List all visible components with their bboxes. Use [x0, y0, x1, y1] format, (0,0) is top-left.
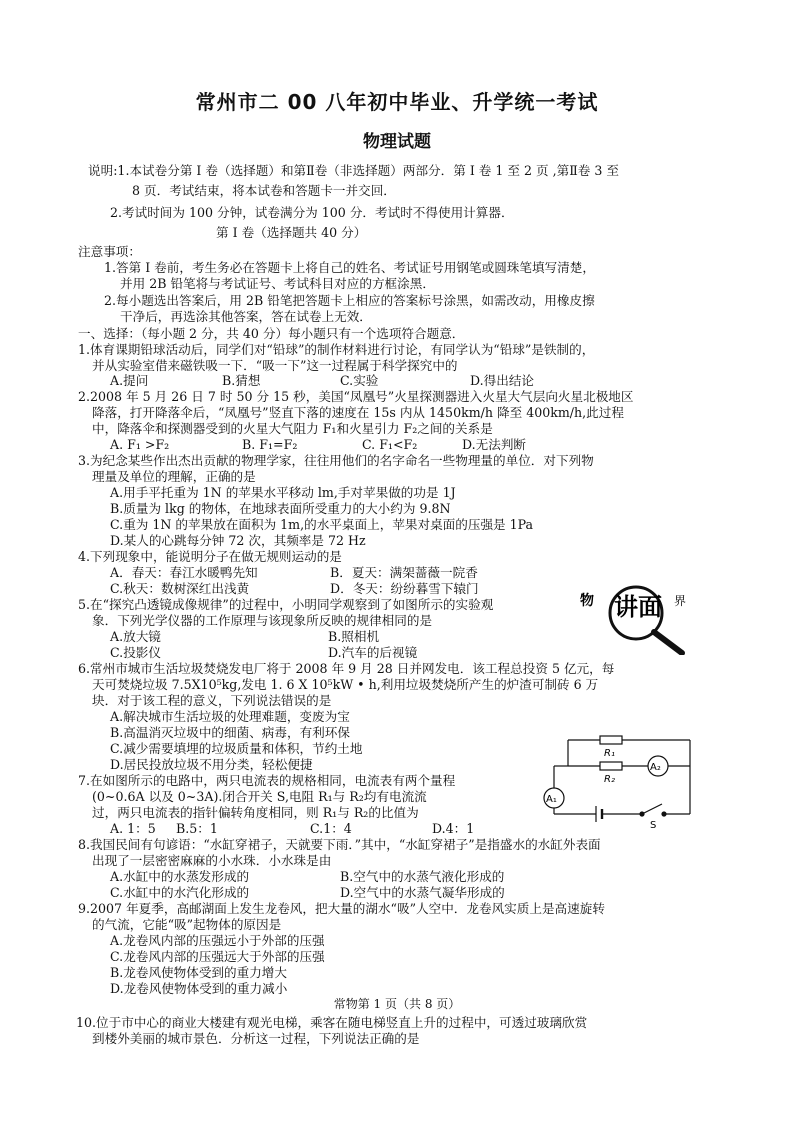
question-1-line: 1.体育课期铅球活动后，同学们对“铅球”的制作材料进行讨论，有同学认为“铅球”是铁制的，	[78, 342, 595, 357]
option-d: D.汽车的后视镜	[328, 645, 418, 660]
question-1-options	[110, 372, 710, 389]
question-5-options-row2	[110, 644, 550, 661]
exam-title: 常州市二 00 八年初中毕业、升学统一考试	[195, 90, 599, 114]
option-a: A.放大镜	[110, 629, 161, 644]
option-a: A. F₁ >F₂	[110, 437, 170, 452]
option-a: A.提问	[110, 373, 149, 388]
question-6-option: A.解决城市生活垃圾的处理难题，变废为宝	[110, 709, 350, 724]
question-4-options-row2	[110, 580, 570, 597]
option-c: C. F₁<F₂	[362, 437, 418, 452]
question-8-line: 出现了一层密密麻麻的小水珠．小水珠是由	[92, 853, 332, 868]
question-1-line: 并从实验室借来磁铁吸一下．“吸一下”这一过程属于科学探究中的	[92, 358, 458, 373]
note-line: 1.答第 I 卷前，考生务必在答题卡上将自己的姓名、考试证号用钢笔或圆珠笔填写清楚，	[104, 260, 595, 275]
question-6-line: 块．对于该工程的意义，下列说法错误的是	[92, 693, 332, 708]
question-6-line: 6.常州市城市生活垃圾焚烧发电厂将于 2008 年 9 月 28 日并网发电．该工程总投资 5 亿元，每	[78, 661, 615, 676]
option-c: C.投影仪	[110, 645, 161, 660]
figure-char-2: 讲	[614, 593, 638, 621]
question-2-line: 2.2008 年 5 月 26 日 7 时 50 分 15 秒，美国“凤凰号”火星探测器进入火星大气层向火星北极地区	[78, 389, 634, 404]
question-6-line: 天可焚烧垃圾 7.5X10⁵kg,发电 1. 6 X 10⁵kW • h,利用垃圾焚烧所产生的炉渣可制砖 6 万	[92, 677, 599, 692]
instruction-line: 8 页．考试结束，将本试卷和答题卡一并交回．	[132, 183, 396, 198]
page-footer: 常物第 1 页（共 8 页）	[333, 997, 461, 1011]
question-8-line: 8.我国民间有句谚语：“水缸穿裙子，天就要下雨．”其中，“水缸穿裙子”是指盛水的水缸外表面	[78, 837, 601, 852]
label-a2: A₂	[650, 762, 661, 773]
option-d: D．冬天：纷纷暮雪下辕门	[330, 581, 479, 596]
note-line: 并用 2B 铅笔将与考试证号、考试科目对应的方框涂黑．	[120, 276, 435, 291]
question-2-options	[110, 436, 710, 453]
question-3-option: A.用手平托重为 1N 的苹果水平移动 lm,手对苹果做的功是 1J	[110, 485, 456, 500]
question-9-option: A.龙卷风内部的压强远小于外部的压强	[110, 933, 325, 948]
option-a: A. 1：5	[110, 821, 156, 836]
option-b: B. F₁=F₂	[242, 437, 298, 452]
option-d: D.4：1	[432, 821, 475, 836]
exam-subtitle: 物理试题	[363, 132, 431, 152]
question-9-line: 的气流，它能“吸”起物体的原因是	[92, 917, 282, 932]
option-c: C.水缸中的水汽化形成的	[110, 885, 250, 900]
figure-char-3: 面	[638, 593, 662, 621]
question-7-line: (0~0.6A 以及 0~3A).闭合开关 S,电阻 R₁与 R₂均有电流流	[92, 789, 427, 804]
option-b: B．夏天：满架蔷薇一院香	[330, 565, 478, 580]
instruction-line: 2.考试时间为 100 分钟，试卷满分为 100 分．考试时不得使用计算器．	[110, 205, 514, 220]
question-9-option: C.龙卷风内部的压强远大于外部的压强	[110, 949, 325, 964]
question-8-options-row1	[110, 868, 550, 885]
question-6-option: B.高温消灭垃圾中的细菌、病毒，有利环保	[110, 725, 350, 740]
question-7-line: 过，两只电流表的指针偏转角度相同，则 R₁与 R₂的比值为	[92, 805, 419, 820]
question-9-option: D.龙卷风使物体受到的重力减小	[110, 981, 288, 996]
option-a: A.水缸中的水蒸发形成的	[110, 869, 250, 884]
question-2-line: 降落，打开降落伞后，“凤凰号”竖直下落的速度在 15s 内从 1450km/h 降至 400km/h,此过程	[92, 405, 624, 420]
question-3-line: 理量及单位的理解，正确的是	[92, 469, 256, 484]
circuit-diagram	[540, 730, 710, 830]
option-d: D.无法判断	[462, 437, 527, 452]
figure-char-4: 界	[674, 594, 687, 608]
question-3-option: D.某人的心跳每分钟 72 次，其频率是 72 Hz	[110, 533, 366, 548]
question-2-line: 中，降落伞和探测器受到的火星大气阻力 F₁和火星引力 F₂之间的关系是	[92, 421, 493, 436]
note-line: 干净后，再选涂其他答案，答在试卷上无效．	[120, 309, 372, 324]
question-5-options-row1	[110, 628, 550, 645]
option-c: C.实验	[340, 373, 379, 388]
magnifier-figure	[578, 585, 698, 655]
instruction-line: 说明:1.本试卷分第 I 卷（选择题）和第Ⅱ卷（非选择题）两部分．第 I 卷 1 至 2 页 ,第Ⅱ卷 3 至	[88, 163, 619, 178]
notes-label: 注意事项：	[78, 244, 141, 259]
option-c: C.1：4	[310, 821, 352, 836]
label-r1: R₁	[604, 748, 615, 759]
question-9-line: 9.2007 年夏季，高邮湖面上发生龙卷风，把大量的湖水“吸”人空中．龙卷风实质上是高速旋转	[78, 901, 605, 916]
option-b: B.空气中的水蒸气液化形成的	[340, 869, 505, 884]
question-7-line: 7.在如图所示的电路中，两只电流表的规格相同，电流表有两个量程	[78, 773, 456, 788]
question-9-option: B.龙卷风使物体受到的重力增大	[110, 965, 287, 980]
label-r2: R₂	[604, 774, 615, 785]
question-4-line: 4.下列现象中，能说明分子在做无规则运动的是	[78, 549, 342, 564]
question-4-options-row1	[110, 564, 570, 581]
question-3-option: C.重为 1N 的苹果放在面积为 1m,的水平桌面上，苹果对桌面的压强是 1Pa	[110, 517, 534, 532]
question-6-option: D.居民投放垃圾不用分类，轻松便捷	[110, 757, 313, 772]
figure-char-1: 物	[580, 593, 594, 609]
question-5-line: 5.在“探究凸透镜成像规律”的过程中，小明同学观察到了如图所示的实验观	[78, 597, 494, 612]
question-5-line: 象．下列光学仪器的工作原理与该现象所反映的规律相同的是	[92, 613, 433, 628]
option-a: A．春天：春江水暖鸭先知	[110, 565, 258, 580]
question-3-line: 3.为纪念某些作出杰出贡献的物理学家，往往用他们的名字命名一些物理量的单位．对下列物	[78, 453, 594, 468]
option-d: D.空气中的水蒸气凝华形成的	[340, 885, 505, 900]
question-6-option: C.减少需要填埋的垃圾质量和体积，节约土地	[110, 741, 363, 756]
section-header: 第 I 卷（选择题共 40 分）	[216, 225, 367, 240]
option-b: B.5：1	[176, 821, 218, 836]
question-10-line: 到楼外美丽的城市景色．分析这一过程，下列说法正确的是	[92, 1031, 420, 1046]
question-10-line: 10.位于市中心的商业大楼建有观光电梯，乘客在随电梯竖直上升的过程中，可透过玻璃欣赏	[76, 1015, 588, 1030]
question-3-option: B.质量为 lkg 的物体，在地球表面所受重力的大小约为 9.8N	[110, 501, 451, 516]
option-c: C.秋天：数树深红出浅黄	[110, 581, 250, 596]
label-s: S	[650, 820, 657, 830]
question-8-options-row2	[110, 884, 550, 901]
label-a1: A₁	[546, 794, 557, 805]
question-7-options	[110, 820, 530, 837]
part-heading: 一、选择：（每小题 2 分，共 40 分）每小题只有一个选项符合题意．	[78, 326, 465, 341]
option-d: D.得出结论	[470, 373, 535, 388]
option-b: B.猜想	[222, 373, 261, 388]
note-line: 2.每小题选出答案后，用 2B 铅笔把答题卡上相应的答案标号涂黑，如需改动，用橡皮擦	[104, 293, 595, 308]
option-b: B.照相机	[328, 629, 380, 644]
